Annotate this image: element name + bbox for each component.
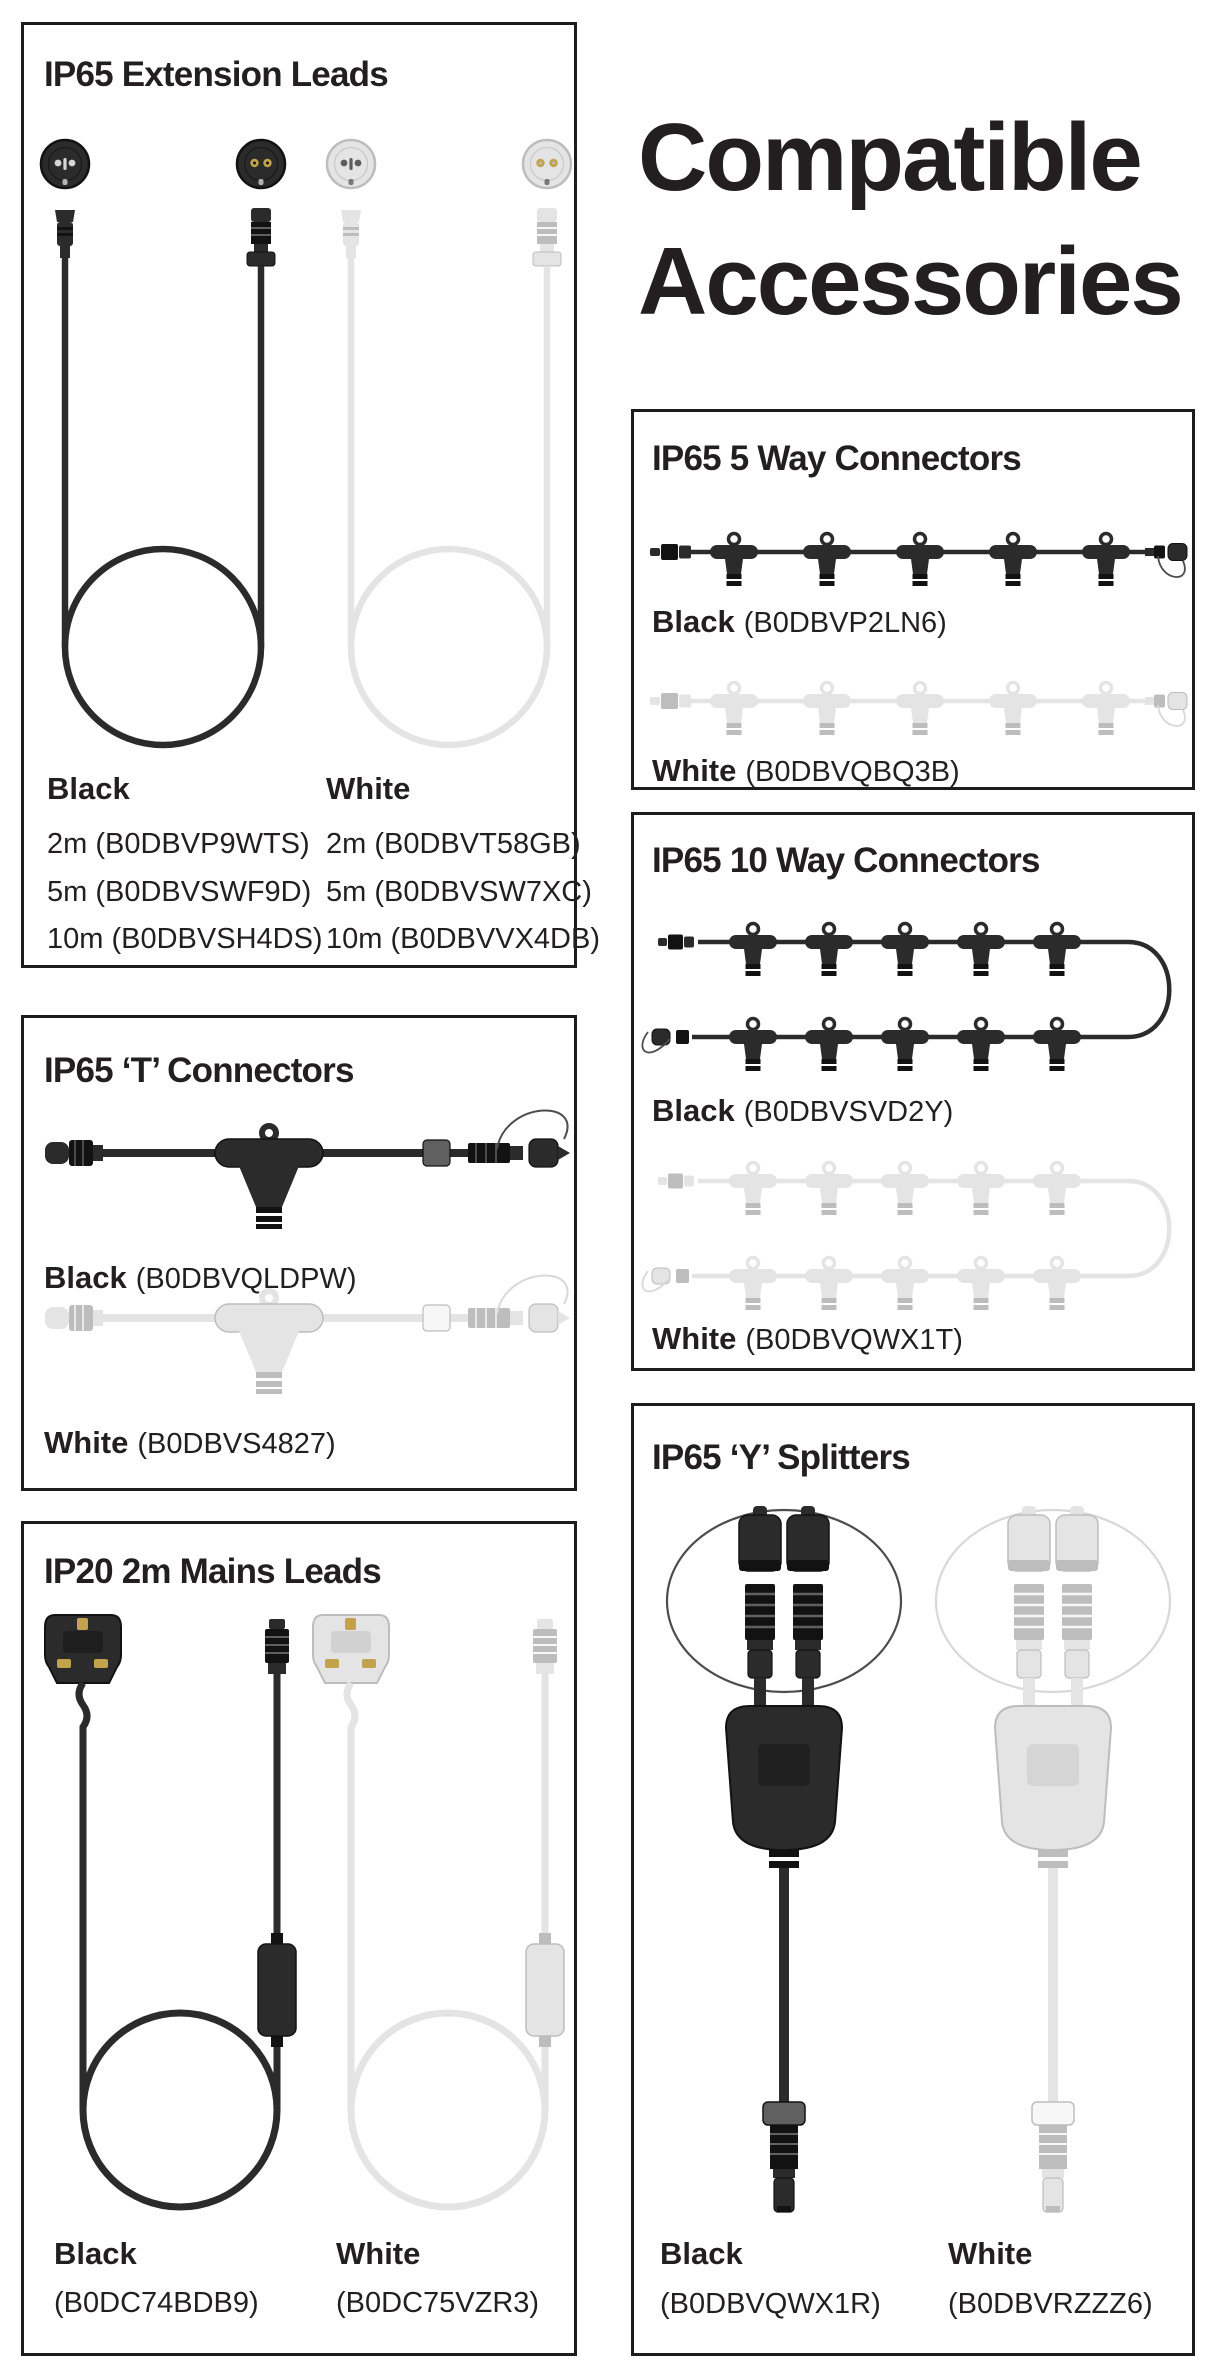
5-way-black-art bbox=[650, 534, 1187, 587]
extension-black-label: Black bbox=[47, 771, 130, 806]
y-splitter-white-art bbox=[936, 1506, 1170, 2212]
page-title-line1: Compatible bbox=[638, 104, 1141, 211]
t-connector-black-art bbox=[45, 1110, 570, 1229]
t-connector-white-line bbox=[44, 1425, 336, 1461]
section-header-mains-leads: IP20 2m Mains Leads bbox=[44, 1552, 381, 1591]
5-way-black-label: Black bbox=[652, 604, 735, 639]
5-way-black-code: (B0DBVP2LN6) bbox=[743, 607, 947, 639]
extension-black-item-10m: 10m (B0DBVSH4DS) bbox=[47, 923, 323, 955]
t-connector-white-label: White bbox=[44, 1425, 129, 1460]
10-way-white-art bbox=[642, 1163, 1169, 1311]
y-splitter-black-code: (B0DBVQWX1R) bbox=[660, 2288, 881, 2320]
10-way-white-code: (B0DBVQWX1T) bbox=[745, 1324, 963, 1356]
panel-5-way-connectors bbox=[631, 409, 1195, 790]
extension-white-item-2m: 2m (B0DBVT58GB) bbox=[326, 828, 581, 860]
extension-lead-white-art bbox=[327, 140, 571, 745]
y-splitter-black-label: Black bbox=[660, 2236, 743, 2271]
panel-10-way-connectors bbox=[631, 812, 1195, 1371]
extension-white-label: White bbox=[326, 771, 411, 806]
5-way-white-line bbox=[652, 753, 960, 789]
section-header-y-splitters: IP65 ‘Y’ Splitters bbox=[652, 1438, 910, 1477]
y-splitter-white-label: White bbox=[948, 2236, 1033, 2271]
extension-white-item-10m: 10m (B0DBVVX4DB) bbox=[326, 923, 600, 955]
panel-extension-leads bbox=[21, 22, 600, 968]
10-way-black-art bbox=[642, 924, 1169, 1072]
page-title-line2: Accessories bbox=[638, 228, 1182, 335]
y-splitter-white-code: (B0DBVRZZZ6) bbox=[948, 2288, 1153, 2320]
mains-white-code: (B0DC75VZR3) bbox=[336, 2287, 540, 2319]
t-connector-black-label: Black bbox=[44, 1260, 127, 1295]
10-way-white-line bbox=[652, 1321, 963, 1357]
section-header-extension-leads: IP65 Extension Leads bbox=[44, 55, 388, 94]
page-title bbox=[638, 96, 1213, 344]
extension-white-item-5m: 5m (B0DBVSW7XC) bbox=[326, 876, 592, 908]
extension-black-item-2m: 2m (B0DBVP9WTS) bbox=[47, 828, 310, 860]
extension-lead-black-art bbox=[41, 140, 285, 745]
extension-black-item-5m: 5m (B0DBVSWF9D) bbox=[47, 876, 312, 908]
extension-leads-illustration bbox=[24, 25, 574, 965]
mains-black-label: Black bbox=[54, 2236, 137, 2271]
10-way-black-line bbox=[652, 1093, 953, 1129]
5-way-black-line bbox=[652, 604, 947, 640]
5-way-white-label: White bbox=[652, 753, 737, 788]
10-way-white-label: White bbox=[652, 1321, 737, 1356]
t-connector-black-line bbox=[44, 1260, 357, 1296]
mains-lead-black-art bbox=[45, 1615, 296, 2207]
panel-y-splitters bbox=[631, 1403, 1195, 2356]
t-connector-white-code: (B0DBVS4827) bbox=[137, 1428, 336, 1460]
mains-leads-illustration bbox=[24, 1524, 574, 2353]
mains-white-label: White bbox=[336, 2236, 421, 2271]
panel-t-connectors bbox=[21, 1015, 577, 1491]
section-header-10-way: IP65 10 Way Connectors bbox=[652, 841, 1040, 880]
t-connector-black-code: (B0DBVQLDPW) bbox=[135, 1263, 357, 1295]
5-way-white-art bbox=[650, 683, 1187, 736]
10-way-black-label: Black bbox=[652, 1093, 735, 1128]
5-way-white-code: (B0DBVQBQ3B) bbox=[745, 756, 960, 788]
y-splitter-black-art bbox=[667, 1506, 901, 2212]
panel-mains-leads bbox=[21, 1521, 577, 2356]
y-splitters-illustration bbox=[634, 1406, 1192, 2353]
section-header-5-way: IP65 5 Way Connectors bbox=[652, 439, 1021, 478]
mains-black-code: (B0DC74BDB9) bbox=[54, 2287, 259, 2319]
10-way-connectors-illustration bbox=[634, 815, 1192, 1368]
section-header-t-connectors: IP65 ‘T’ Connectors bbox=[44, 1051, 354, 1090]
mains-lead-white-art bbox=[313, 1615, 564, 2207]
10-way-black-code: (B0DBVSVD2Y) bbox=[743, 1096, 954, 1128]
